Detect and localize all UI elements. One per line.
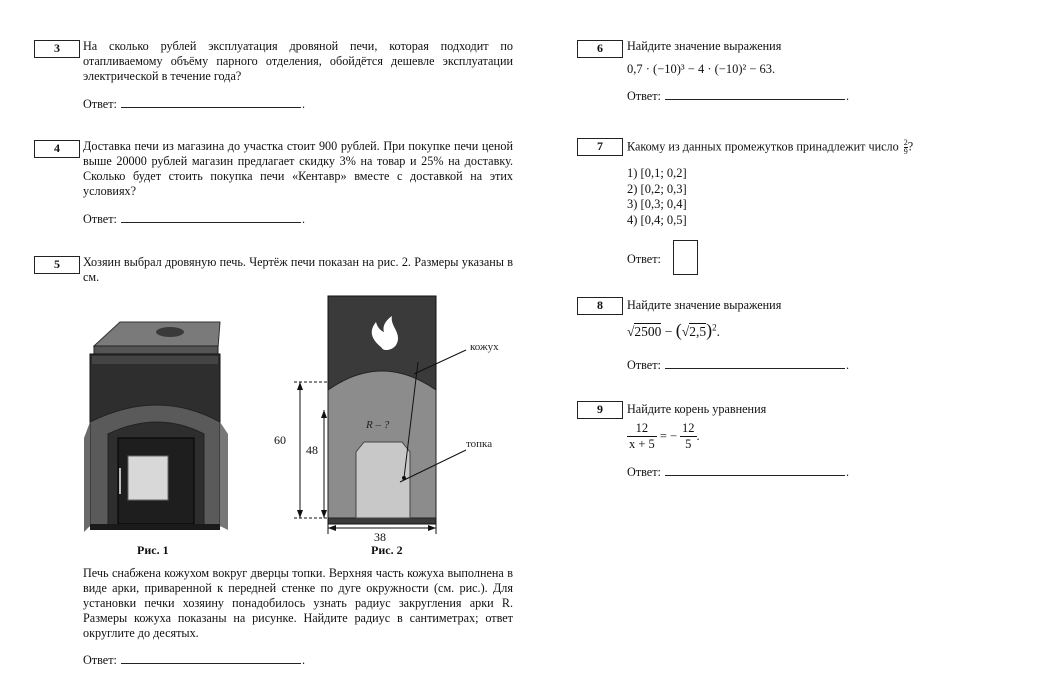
task-5-answer[interactable]: Ответ: .	[83, 653, 305, 667]
answer-label: Ответ:	[627, 89, 661, 103]
task-7-text	[627, 139, 913, 156]
task-5-number: 5	[34, 256, 80, 274]
period: .	[696, 429, 700, 443]
fraction-right	[680, 421, 697, 452]
option-2: 2) [0,2; 0,3]	[627, 181, 687, 196]
question-mark: ?	[907, 139, 914, 154]
answer-label: Ответ:	[627, 358, 661, 372]
sqrt-icon: √	[681, 324, 690, 339]
fraction-left	[627, 421, 657, 452]
exponent: 2	[712, 322, 717, 333]
task-6-answer[interactable]: Ответ: .	[627, 89, 849, 103]
task-3-answer[interactable]: Ответ: .	[83, 97, 305, 111]
sqrt-icon: √	[627, 324, 635, 339]
task-7-answer-box[interactable]	[673, 240, 698, 275]
answer-line[interactable]	[121, 651, 301, 664]
dim-38: 38	[374, 530, 386, 542]
answer-line[interactable]	[665, 87, 845, 100]
answer-label: Ответ:	[83, 653, 117, 667]
denominator-left: x + 5	[629, 437, 655, 451]
task-7-answer-label: Ответ:	[627, 252, 661, 266]
task-3-text: На сколько рублей эксплуатация дровяной печи, которая подходит по отапливаемому объёму парного отделения, обойдётся дешевле эксплуатации электрической в течение года?	[83, 39, 513, 83]
casing-label: кожух	[470, 341, 499, 353]
answer-line[interactable]	[665, 356, 845, 369]
radius-label: R – ?	[366, 419, 390, 431]
task-4-answer[interactable]: Ответ: .	[83, 212, 305, 226]
paren-open: (	[675, 320, 682, 340]
task-8-expression	[627, 320, 720, 341]
radicand-1: 2500	[634, 324, 662, 339]
denominator-right: 5	[685, 437, 692, 451]
firebox-label: топка	[466, 438, 493, 450]
task-5-text2: Печь снабжена кожухом вокруг дверцы топки. Верхняя часть кожуха выполнена в виде арки, приваренной к передней стенке по дуге окружности (см. рис.). Для установки печки хозяину понадобилось узнать радиус закругления арки R. Размеры кожуха показаны на рисунке. Найдите радиус в сантиметрах; ответ округлите до десятых.	[83, 566, 513, 640]
task-9-number: 9	[577, 401, 623, 419]
answer-label: Ответ:	[83, 212, 117, 226]
paren-close: )	[706, 320, 713, 340]
answer-line[interactable]	[665, 463, 845, 476]
task-9-answer[interactable]: Ответ: .	[627, 465, 849, 479]
radicand-2: 2,5	[689, 324, 707, 339]
task-9-text: Найдите корень уравнения	[627, 402, 767, 416]
task-6-expression: 0,7 · (−10)³ − 4 · (−10)² − 63.	[627, 62, 776, 76]
task-9-equation	[627, 421, 700, 452]
dim-48: 48	[306, 443, 318, 457]
equals-minus: = −	[659, 429, 678, 443]
dim-60: 60	[274, 433, 286, 447]
task-8-answer[interactable]: Ответ: .	[627, 358, 849, 372]
figure-1-caption: Рис. 1	[137, 543, 169, 557]
task-3-number: 3	[34, 40, 80, 58]
task-7-number: 7	[577, 138, 623, 156]
fraction-denominator: 9	[903, 147, 908, 156]
answer-label: Ответ:	[627, 465, 661, 479]
task-6-number: 6	[577, 40, 623, 58]
answer-line[interactable]	[121, 95, 301, 108]
task-7-question: Какому из данных промежутков принадлежит число	[627, 139, 899, 154]
task-4-number: 4	[34, 140, 80, 158]
answer-label: Ответ:	[83, 97, 117, 111]
task-8-number: 8	[577, 297, 623, 315]
numerator-right: 12	[682, 421, 695, 435]
minus-sign: −	[664, 324, 673, 339]
task-4-text: Доставка печи из магазина до участка стоит 900 рублей. При покупке печи ценой выше 20000 рублей магазин предлагает скидку 3% на товар и 25% на доставку. Сколько будет стоить покупка печи «Кентавр» вместе с доставкой на этих условиях?	[83, 139, 513, 198]
task-5-text: Хозяин выбрал дровяную печь. Чертёж печи показан на рис. 2. Размеры указаны в см.	[83, 255, 513, 284]
option-1: 1) [0,1; 0,2]	[627, 166, 687, 180]
option-4: 4) [0,4; 0,5]	[627, 212, 687, 227]
answer-line[interactable]	[121, 210, 301, 223]
fraction-numerator: 2	[903, 138, 908, 147]
figure-2-caption: Рис. 2	[371, 543, 403, 557]
numerator-left: 12	[627, 421, 657, 437]
stove-drawing	[260, 292, 520, 542]
task-6-text: Найдите значение выражения	[627, 39, 782, 53]
period: .	[716, 324, 720, 339]
stove-photo	[80, 318, 240, 540]
task-7-options	[627, 166, 687, 228]
option-3: 3) [0,3; 0,4]	[627, 197, 687, 211]
task-8-text: Найдите значение выражения	[627, 298, 782, 312]
